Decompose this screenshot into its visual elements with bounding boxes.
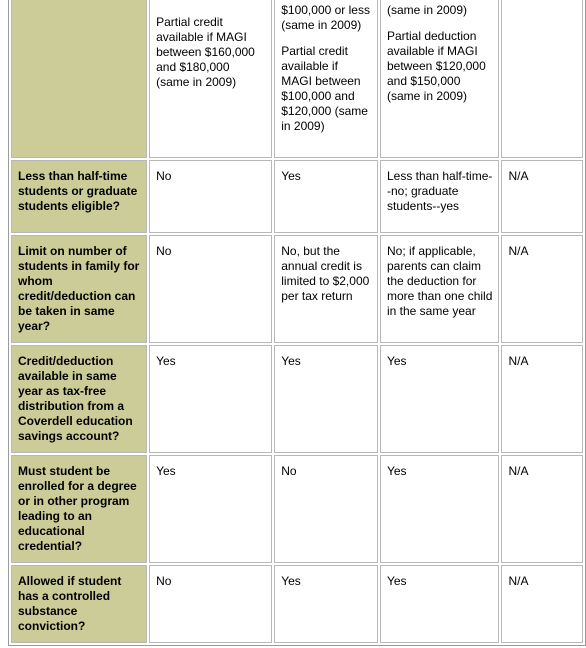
cell-text: N/A [508, 574, 529, 588]
table-cell [274, 160, 378, 233]
table-row [11, 345, 583, 453]
table-cell [501, 160, 583, 233]
table-cell [501, 455, 583, 563]
cell-text: N/A [508, 464, 529, 478]
row-header-cell: Must student be enrolled for a degree or in other program leading to an educational credential? [11, 455, 147, 563]
cell-text: Partial credit available if MAGI between $160,000 and $180,000 (same in 2009) [156, 15, 255, 89]
cell-text: Less than half-time--no; graduate students--yes [386, 169, 493, 213]
table-cell [501, 345, 583, 453]
row-header-cell: Less than half-time students or graduate students eligible? [11, 160, 147, 233]
table-row [11, 565, 583, 643]
cell-text: No, but the annual credit is limited to $2,000 per tax return [281, 244, 370, 303]
table-row [11, 455, 583, 563]
table-cell [501, 0, 583, 158]
row-header-cell: Allowed if student has a controlled substance conviction? [11, 565, 147, 643]
cell-text: Yes [386, 574, 407, 588]
cell-text: No [281, 464, 297, 478]
table-cell [274, 455, 378, 563]
table-cell [149, 0, 272, 158]
row-header-cell: Credit/deduction available in same year as tax-free distribution from a Coverdell education savings account? [11, 345, 147, 453]
cell-text: Yes [386, 354, 407, 368]
cell-text: Yes [281, 574, 301, 588]
cell-text: Yes [386, 464, 407, 478]
table-cell [274, 345, 378, 453]
table-body [11, 0, 583, 643]
table-cell [274, 565, 378, 643]
cell-text: N/A [508, 169, 529, 183]
cell-text: $100,000 or less (same in 2009) [281, 3, 370, 32]
cell-text: (same in 2009) [386, 3, 468, 17]
cell-text: No; if applicable, parents can claim the deduction for more than one child in the same year [386, 244, 493, 318]
table-cell [380, 160, 499, 233]
table-cell [380, 565, 499, 643]
cell-text: N/A [508, 354, 529, 368]
table-cell [149, 455, 272, 563]
comparison-table [8, 0, 586, 646]
row-header-cell: Limit on number of students in family for whom credit/deduction can be taken in same year? [11, 235, 147, 343]
cell-text: Yes [156, 354, 176, 368]
table-cell [501, 235, 583, 343]
table-row [11, 160, 583, 233]
table-cell [274, 0, 378, 158]
table-cell [149, 160, 272, 233]
table-cell [380, 235, 499, 343]
table-cell [149, 235, 272, 343]
table-cell [149, 345, 272, 453]
table-cell [380, 455, 499, 563]
table-cell [501, 565, 583, 643]
cell-text: No [156, 244, 172, 258]
table-cell [380, 345, 499, 453]
cell-text: Yes [281, 354, 301, 368]
table-row [11, 235, 583, 343]
cell-text: No [156, 574, 172, 588]
cell-text: Partial deduction available if MAGI between $120,000 and $150,000 (same in 2009) [386, 29, 486, 103]
table-cell [149, 565, 272, 643]
cell-text: Yes [281, 169, 301, 183]
cell-text: No [156, 169, 172, 183]
row-header-cell [11, 0, 147, 158]
cell-text: N/A [508, 244, 529, 258]
table-cell [380, 0, 499, 158]
table-row [11, 0, 583, 158]
cell-text: Yes [156, 464, 176, 478]
cell-text: Partial credit available if MAGI between $100,000 and $120,000 (same in 2009) [281, 44, 368, 133]
table-cell [274, 235, 378, 343]
